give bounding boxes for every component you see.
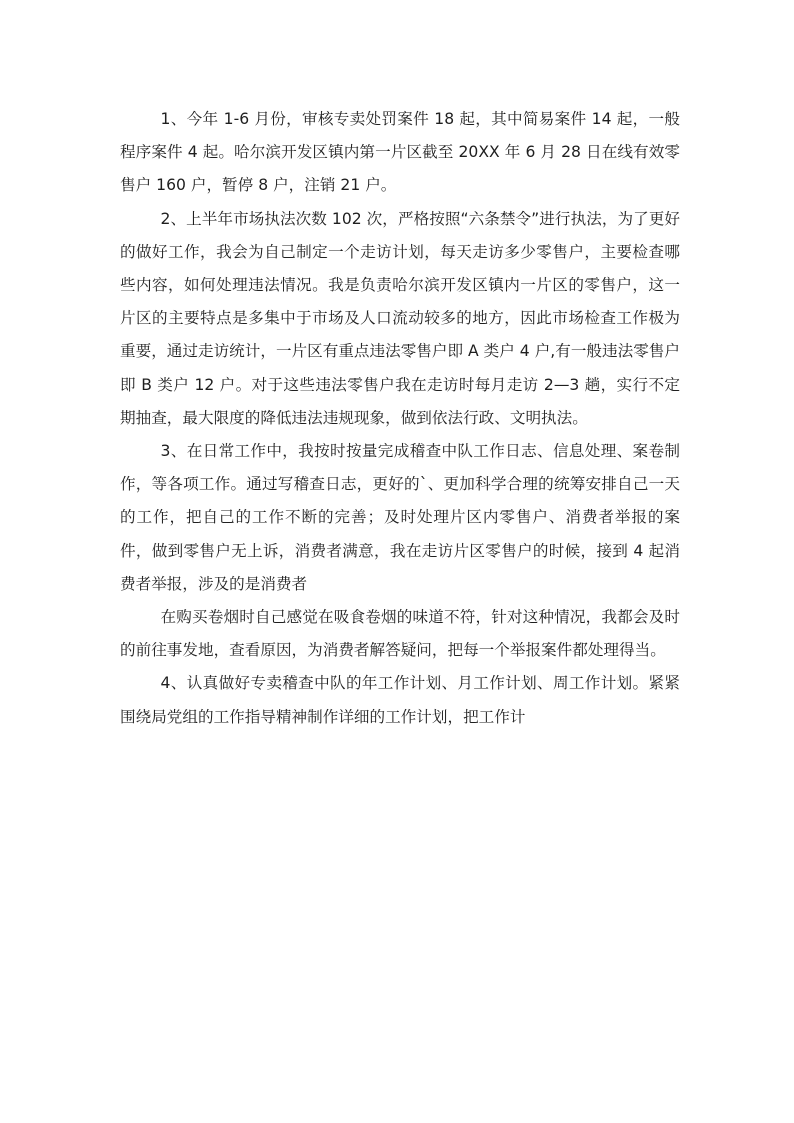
paragraph-market-enforcement: 2、上半年市场执法次数 102 次，严格按照“六条禁令”进行执法，为了更好的做好工作，我会为自己制定一个走访计划，每天走访多少零售户，主要检查哪些内容，如何处理违法情况。我是负责哈尔滨开发区镇内一片区的零售户，这一片区的主要特点是多集中于市场及人口流动较多的地方，因此市场检查工作极为重要，通过走访统计，一片区有重点违法零售户即 A 类户 4 户,有一般违法零售户即 B 类户 12 户。对于这些违法零售户我在走访时每月走访 2—3 趟，实行不定期抽查，最大限度的降低违法违规现象，做到依法行政、文明执法。 xyxy=(120,209,680,427)
document-body xyxy=(120,103,680,734)
paragraph-case-review: 1、今年 1-6 月份，审核专卖处罚案件 18 起，其中简易案件 14 起，一般程序案件 4 起。哈尔滨开发区镇内第一片区截至 20XX 年 6 月 28 日在线有效零售户 160 户，暂停 8 户，注销 21 户。 xyxy=(120,110,680,195)
paragraph-work-plans: 4、认真做好专卖稽查中队的年工作计划、月工作计划、周工作计划。紧紧围绕局党组的工作指导精神制作详细的工作计划，把工作计 xyxy=(120,674,680,726)
paragraph-daily-work: 3、在日常工作中，我按时按量完成稽查中队工作日志、信息处理、案卷制作，等各项工作。通过写稽查日志，更好的`、更加科学合理的统筹安排自己一天的工作，把自己的工作不断的完善；及时处理片区内零售户、消费者举报的案件，做到零售户无上诉，消费者满意，我在走访片区零售户的时候，接到 4 起消费者举报，涉及的是消费者 xyxy=(120,442,680,593)
paragraph-consumer-complaints: 在购买卷烟时自己感觉在吸食卷烟的味道不符，针对这种情况，我都会及时的前往事发地，查看原因，为消费者解答疑问，把每一个举报案件都处理得当。 xyxy=(120,608,680,660)
